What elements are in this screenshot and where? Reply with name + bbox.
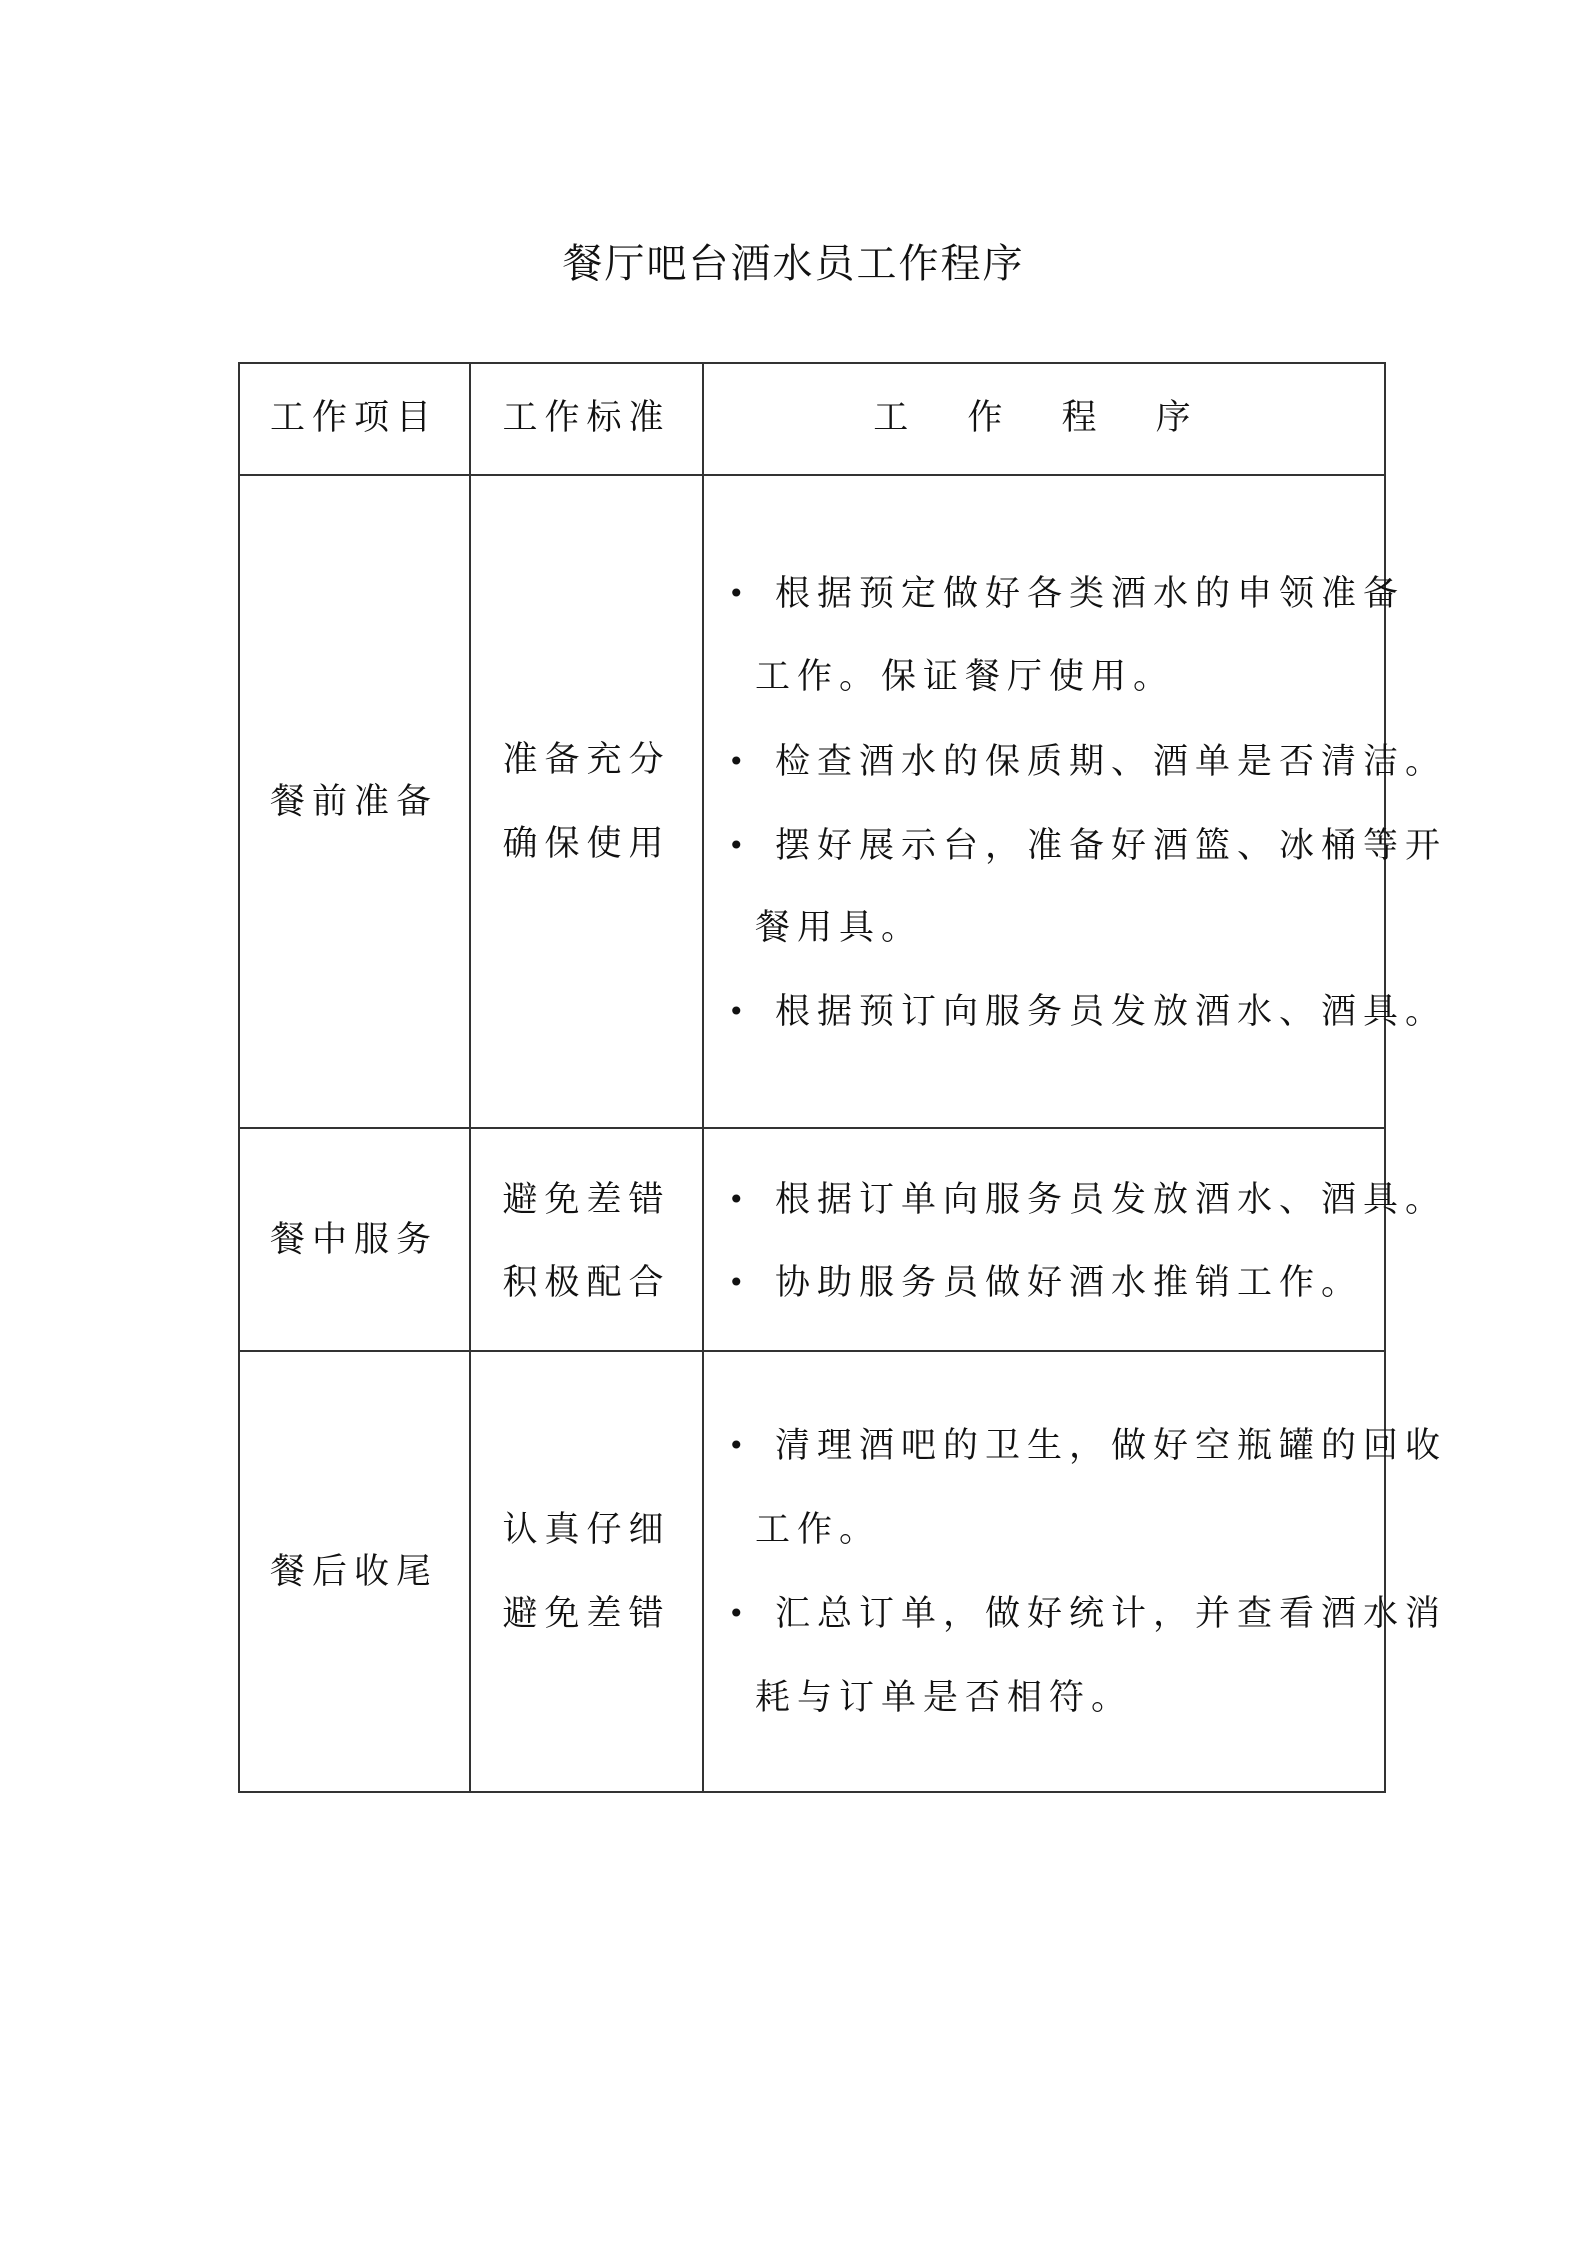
row-standard: 避免差错	[502, 1180, 671, 1220]
row-divider	[238, 1127, 1386, 1129]
table-border-bottom	[238, 1791, 1386, 1793]
bullet-icon: •	[728, 995, 745, 1028]
bullet-icon: •	[728, 1183, 745, 1216]
header-work-item: 工作项目	[269, 398, 438, 438]
row-item: 餐中服务	[269, 1220, 438, 1260]
procedure-line: 检查酒水的保质期、酒单是否清洁。	[775, 742, 1448, 782]
procedure-line: 根据订单向服务员发放酒水、酒具。	[775, 1180, 1448, 1220]
header-work-standard: 工作标准	[502, 398, 671, 438]
procedure-line: 汇总订单，做好统计，并查看酒水消	[775, 1594, 1448, 1634]
bullet-icon: •	[728, 577, 745, 610]
bullet-icon: •	[728, 1597, 745, 1630]
row-item: 餐后收尾	[269, 1552, 438, 1592]
bullet-icon: •	[728, 1429, 745, 1462]
bullet-icon: •	[728, 829, 745, 862]
row-divider	[238, 1350, 1386, 1352]
table-border-top	[238, 362, 1386, 364]
bullet-icon: •	[728, 1266, 745, 1299]
procedure-line: 工作。	[755, 1510, 882, 1550]
procedure-line: 协助服务员做好酒水推销工作。	[775, 1263, 1364, 1303]
procedure-line: 工作。保证餐厅使用。	[755, 657, 1176, 697]
page-title: 餐厅吧台酒水员工作程序	[562, 241, 1025, 287]
row-standard: 避免差错	[502, 1594, 671, 1634]
header-work-procedure: 工 作 程 序	[873, 398, 1215, 438]
procedure-line: 餐用具。	[755, 908, 924, 948]
procedure-line: 清理酒吧的卫生，做好空瓶罐的回收	[775, 1426, 1448, 1466]
row-standard: 确保使用	[502, 824, 671, 864]
procedure-line: 耗与订单是否相符。	[755, 1678, 1134, 1718]
procedure-line: 根据预定做好各类酒水的申领准备	[775, 574, 1406, 614]
procedure-line: 摆好展示台，准备好酒篮、冰桶等开	[775, 826, 1448, 866]
row-item: 餐前准备	[269, 782, 438, 822]
row-standard: 积极配合	[502, 1263, 671, 1303]
procedure-line: 根据预订向服务员发放酒水、酒具。	[775, 992, 1448, 1032]
row-standard: 认真仔细	[502, 1510, 671, 1550]
bullet-icon: •	[728, 745, 745, 778]
row-divider	[238, 474, 1386, 476]
column-divider	[702, 362, 704, 1793]
row-standard: 准备充分	[502, 740, 671, 780]
